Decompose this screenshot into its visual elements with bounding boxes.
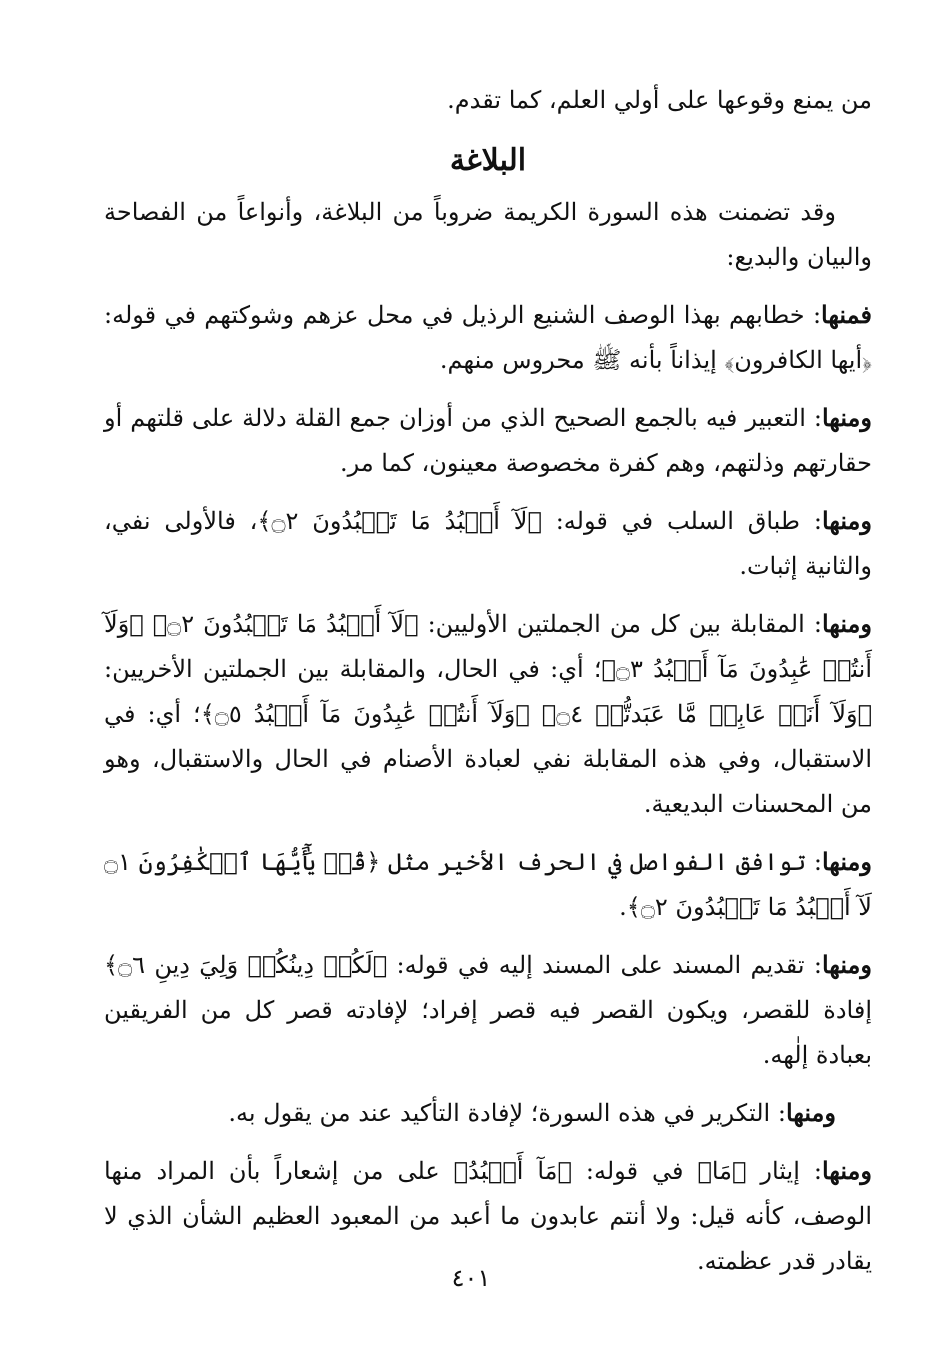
paragraph-text: : التعبير فيه بالجمع الصحيح الذي من أوزان جمع القلة دلالة على قلتهم أو حقارتهم وذلتهم، وهم كفرة مخصوصة معينون، كما مر. xyxy=(104,404,872,477)
paragraph-text: : توافق الفواصل في الحرف الأخير مثل ﴿قُلۡ يَٰٓأَيُّهَا ٱلۡكَٰفِرُونَ ۝١ لَآ أَعۡبُدُ مَا تَعۡبُدُونَ ۝٢﴾. xyxy=(104,848,872,921)
section-title: البلاغة xyxy=(449,143,527,178)
paragraph-5 xyxy=(104,839,872,930)
paragraph-text: : طباق السلب في قوله: ﴿لَآ أَعۡبُدُ مَا تَعۡبُدُونَ ۝٢﴾، فالأولى نفي، والثانية إثبات. xyxy=(104,507,872,580)
paragraph-label: ومنها xyxy=(821,506,872,535)
paragraph-text: : المقابلة بين كل من الجملتين الأوليين: ﴿لَآ أَعۡبُدُ مَا تَعۡبُدُونَ ۝٢﴾ ﴿وَلَآ أَنتُمۡ عَٰبِدُونَ مَآ أَعۡبُدُ ۝٣﴾؛ أي: في الحال، والمقابلة بين الجملتين الأخريين: ﴿وَلَآ أَنَا۠ عَابِدٞ مَّا عَبَدتُّمۡ ۝٤﴾ ﴿وَلَآ أَنتُمۡ عَٰبِدُونَ مَآ أَعۡبُدُ ۝٥﴾؛ أي: في الاستقبال، وفي هذه المقابلة نفي لعبادة الأصنام في الحال والاستقبال، وهو من المحسنات البديعية. xyxy=(104,610,873,818)
paragraph-label: ومنها xyxy=(821,1156,872,1185)
paragraph-text: : خطابهم بهذا الوصف الشنيع الرذيل في محل عزهم وشوكتهم في قوله: ﴿أيها الكافرون﴾ إيذاناً بأنه ﷺ محروس منهم. xyxy=(104,301,872,374)
page-number: ٤٠١ xyxy=(451,1264,491,1292)
paragraph-label: ومنها xyxy=(821,950,872,979)
paragraph-label: فمنها xyxy=(821,300,872,329)
paragraph-3 xyxy=(104,498,872,589)
paragraph-6 xyxy=(104,942,872,1078)
paragraph-text: : إيثار ﴿مَا﴾ في قوله: ﴿مَآ أَعۡبُدُ﴾ على من إشعاراً بأن المراد منها الوصف، كأنه قيل: ولا أنتم عابدون ما أعبد من المعبود العظيم الشأن الذي لا يقادر قدر عظمته. xyxy=(104,1157,872,1275)
paragraph-1 xyxy=(104,292,872,383)
paragraph-label: ومنها xyxy=(821,403,872,432)
paragraph-label: ومنها xyxy=(785,1098,836,1127)
paragraph-4 xyxy=(104,601,872,827)
paragraph-text: : تقديم المسند على المسند إليه في قوله: ﴿لَكُمۡ دِينُكُمۡ وَلِيَ دِينِ ۝٦﴾ إفادة للقصر، ويكون القصر فيه قصر إفراد؛ لإفادته قصر كل من الفريقين بعبادة إلٰهه. xyxy=(104,951,873,1069)
paragraph-2 xyxy=(104,395,872,486)
continuation-line: من يمنع وقوعها على أولي العلم، كما تقدم. xyxy=(447,86,872,114)
paragraph-label: ومنها xyxy=(821,847,872,876)
paragraph-7 xyxy=(104,1090,872,1136)
paragraph-label: ومنها xyxy=(821,609,872,638)
paragraph-text: : التكرير في هذه السورة؛ لإفادة التأكيد عند من يقول به. xyxy=(228,1099,786,1127)
intro-paragraph: وقد تضمنت هذه السورة الكريمة ضروباً من البلاغة، وأنواعاً من الفصاحة والبيان والبديع: xyxy=(104,198,872,271)
